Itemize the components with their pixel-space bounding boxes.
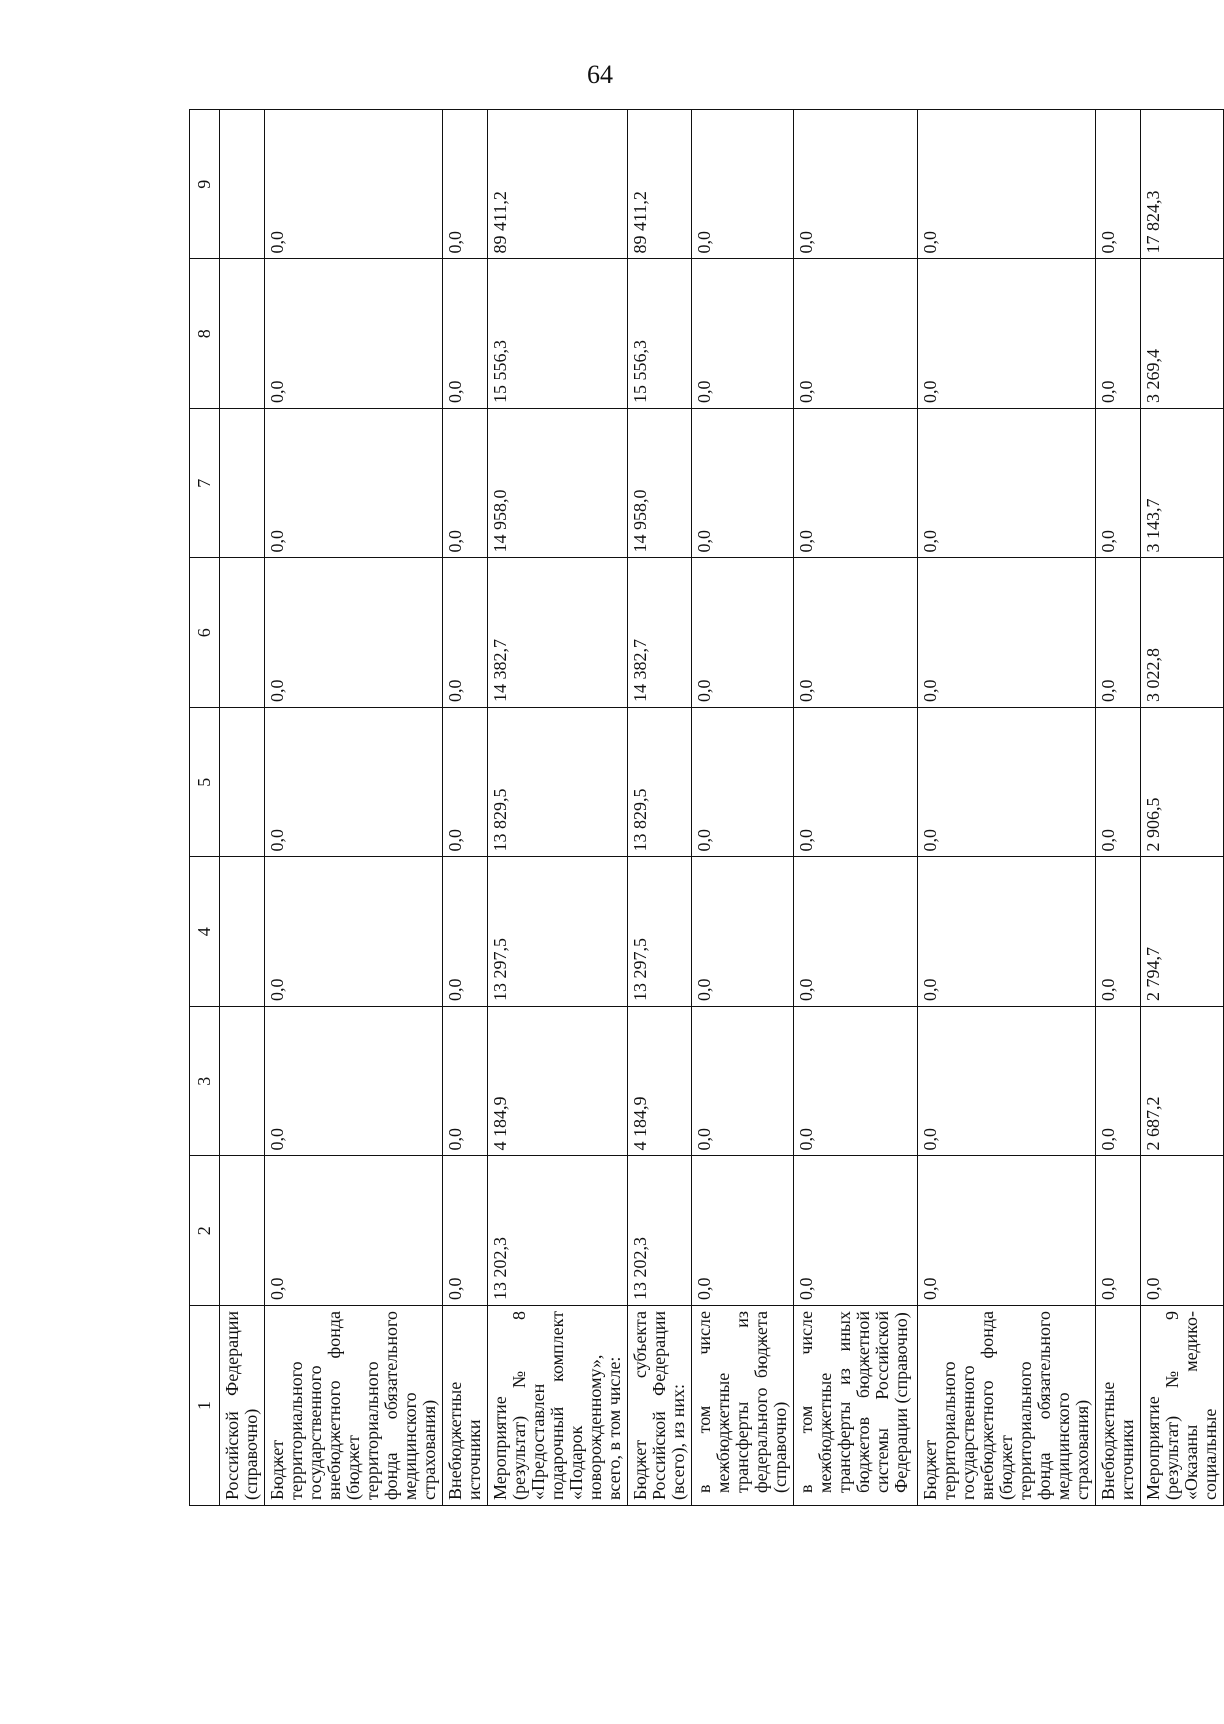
value-cell: 0,0 bbox=[1096, 558, 1141, 708]
value-cell: 0,0 bbox=[443, 558, 488, 708]
value-cell: 0,0 bbox=[443, 1156, 488, 1306]
value-cell: 0,0 bbox=[692, 1007, 794, 1157]
table-row bbox=[1096, 110, 1141, 1506]
column-header: 4 bbox=[190, 857, 220, 1007]
table-row bbox=[220, 110, 265, 1506]
value-cell: 0,0 bbox=[1096, 708, 1141, 858]
value-cell: 0,0 bbox=[265, 558, 443, 708]
value-cell: 0,0 bbox=[1096, 110, 1141, 260]
column-header: 9 bbox=[190, 110, 220, 260]
value-cell: 0,0 bbox=[794, 1007, 918, 1157]
row-label: Бюджет территориального государственного внебюджетного фонда (бюджет территориального фонда обязательного медицинского страхования) bbox=[918, 1306, 1096, 1506]
value-cell bbox=[220, 708, 265, 858]
row-label: Бюджет территориального государственного внебюджетного фонда (бюджет территориального фонда обязательного медицинского страхования) bbox=[265, 1306, 443, 1506]
value-cell: 0,0 bbox=[1096, 259, 1141, 409]
value-cell: 4 184,9 bbox=[628, 1007, 692, 1157]
value-cell: 3 022,8 bbox=[1141, 558, 1224, 708]
value-cell: 13 202,3 bbox=[628, 1156, 692, 1306]
value-cell: 15 556,3 bbox=[628, 259, 692, 409]
value-cell: 0,0 bbox=[794, 409, 918, 559]
value-cell: 0,0 bbox=[1096, 409, 1141, 559]
value-cell: 0,0 bbox=[1096, 857, 1141, 1007]
value-cell: 0,0 bbox=[794, 259, 918, 409]
value-cell bbox=[220, 857, 265, 1007]
value-cell: 0,0 bbox=[443, 857, 488, 1007]
value-cell: 0,0 bbox=[918, 558, 1096, 708]
column-header: 2 bbox=[190, 1156, 220, 1306]
value-cell: 13 829,5 bbox=[488, 708, 628, 858]
value-cell: 3 269,4 bbox=[1141, 259, 1224, 409]
row-label: в том числе межбюджетные трансферты из федерального бюджета (справочно) bbox=[692, 1306, 794, 1506]
value-cell: 2 906,5 bbox=[1141, 708, 1224, 858]
value-cell: 14 958,0 bbox=[488, 409, 628, 559]
value-cell: 0,0 bbox=[692, 558, 794, 708]
table-row bbox=[692, 110, 794, 1506]
value-cell: 0,0 bbox=[1141, 1156, 1224, 1306]
value-cell: 89 411,2 bbox=[628, 110, 692, 260]
value-cell: 0,0 bbox=[265, 1156, 443, 1306]
table-row bbox=[628, 110, 692, 1506]
value-cell: 0,0 bbox=[794, 1156, 918, 1306]
value-cell: 0,0 bbox=[265, 110, 443, 260]
table-row bbox=[918, 110, 1096, 1506]
budget-table bbox=[189, 109, 1224, 1506]
column-header: 5 bbox=[190, 708, 220, 858]
value-cell bbox=[220, 409, 265, 559]
value-cell: 0,0 bbox=[918, 409, 1096, 559]
value-cell: 14 382,7 bbox=[488, 558, 628, 708]
value-cell: 15 556,3 bbox=[488, 259, 628, 409]
value-cell: 0,0 bbox=[265, 1007, 443, 1157]
value-cell bbox=[220, 558, 265, 708]
value-cell: 0,0 bbox=[1096, 1007, 1141, 1157]
value-cell bbox=[220, 110, 265, 260]
value-cell: 0,0 bbox=[918, 110, 1096, 260]
rotated-table-container bbox=[189, 110, 1220, 1506]
column-header: 7 bbox=[190, 409, 220, 559]
value-cell bbox=[220, 1007, 265, 1157]
value-cell bbox=[220, 1156, 265, 1306]
value-cell: 0,0 bbox=[265, 409, 443, 559]
value-cell: 0,0 bbox=[443, 409, 488, 559]
column-header: 3 bbox=[190, 1007, 220, 1157]
value-cell: 0,0 bbox=[794, 558, 918, 708]
value-cell: 0,0 bbox=[443, 708, 488, 858]
value-cell: 0,0 bbox=[794, 110, 918, 260]
value-cell: 14 382,7 bbox=[628, 558, 692, 708]
table-row bbox=[1141, 110, 1224, 1506]
row-label: в том числе межбюджетные трансферты из иных бюджетов бюджетной системы Российской Федерации (справочно) bbox=[794, 1306, 918, 1506]
value-cell bbox=[220, 259, 265, 409]
value-cell: 0,0 bbox=[918, 259, 1096, 409]
column-header: 6 bbox=[190, 558, 220, 708]
value-cell: 0,0 bbox=[692, 708, 794, 858]
value-cell: 0,0 bbox=[692, 1156, 794, 1306]
value-cell: 0,0 bbox=[918, 1007, 1096, 1157]
value-cell: 0,0 bbox=[918, 708, 1096, 858]
value-cell: 13 829,5 bbox=[628, 708, 692, 858]
value-cell: 89 411,2 bbox=[488, 110, 628, 260]
table-header-row bbox=[190, 110, 220, 1506]
page-number: 64 bbox=[587, 60, 613, 89]
table-row bbox=[488, 110, 628, 1506]
row-label: Российской Федерации (справочно) bbox=[220, 1306, 265, 1506]
value-cell: 0,0 bbox=[265, 857, 443, 1007]
column-header: 1 bbox=[190, 1306, 220, 1506]
value-cell: 13 297,5 bbox=[488, 857, 628, 1007]
table-row bbox=[443, 110, 488, 1506]
value-cell: 13 202,3 bbox=[488, 1156, 628, 1306]
row-label: Внебюджетные источники bbox=[1096, 1306, 1141, 1506]
value-cell: 0,0 bbox=[692, 259, 794, 409]
row-label: Внебюджетные источники bbox=[443, 1306, 488, 1506]
value-cell: 0,0 bbox=[443, 1007, 488, 1157]
value-cell: 17 824,3 bbox=[1141, 110, 1224, 260]
value-cell: 0,0 bbox=[794, 857, 918, 1007]
value-cell: 13 297,5 bbox=[628, 857, 692, 1007]
value-cell: 0,0 bbox=[918, 857, 1096, 1007]
value-cell: 0,0 bbox=[794, 708, 918, 858]
value-cell: 2 794,7 bbox=[1141, 857, 1224, 1007]
value-cell: 0,0 bbox=[1096, 1156, 1141, 1306]
value-cell: 0,0 bbox=[265, 259, 443, 409]
table-row bbox=[265, 110, 443, 1506]
table-row bbox=[794, 110, 918, 1506]
value-cell: 0,0 bbox=[918, 1156, 1096, 1306]
value-cell: 0,0 bbox=[692, 409, 794, 559]
value-cell: 0,0 bbox=[692, 110, 794, 260]
row-label: Бюджет субъекта Российской Федерации (всего), из них: bbox=[628, 1306, 692, 1506]
value-cell: 2 687,2 bbox=[1141, 1007, 1224, 1157]
row-label: Мероприятие (результат) № 8 «Предоставлен подарочный комплект «Подарок новорожденному», всего, в том числе: bbox=[488, 1306, 628, 1506]
column-header: 8 bbox=[190, 259, 220, 409]
value-cell: 0,0 bbox=[692, 857, 794, 1007]
row-label: Мероприятие (результат) № 9 «Оказаны медико-социальные bbox=[1141, 1306, 1224, 1506]
value-cell: 4 184,9 bbox=[488, 1007, 628, 1157]
value-cell: 14 958,0 bbox=[628, 409, 692, 559]
value-cell: 0,0 bbox=[265, 708, 443, 858]
value-cell: 3 143,7 bbox=[1141, 409, 1224, 559]
value-cell: 0,0 bbox=[443, 110, 488, 260]
value-cell: 0,0 bbox=[443, 259, 488, 409]
